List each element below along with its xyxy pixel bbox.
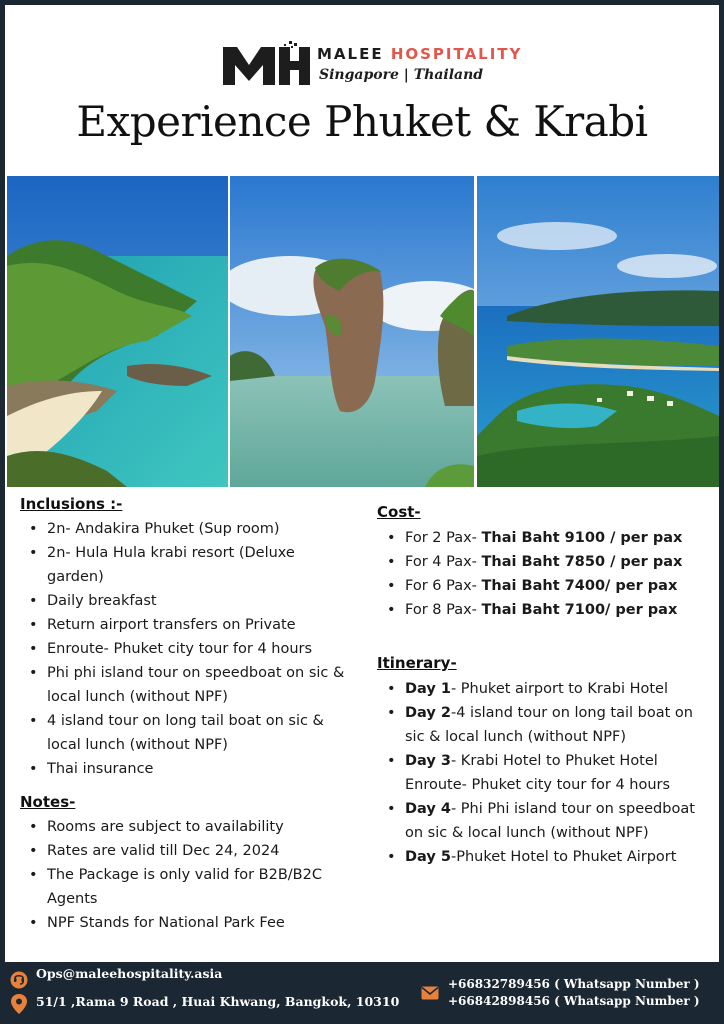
mh-logo-icon — [221, 41, 313, 85]
notes-list — [21, 815, 351, 935]
location-pin-icon — [10, 993, 28, 1015]
list-item: • Day 4- Phi Phi island tour on speedboat on sic & local lunch (without NPF) — [379, 797, 709, 845]
list-item: • Enroute- Phuket city tour for 4 hours — [21, 637, 351, 661]
inclusions-list — [21, 517, 351, 781]
brand-logo — [221, 35, 523, 87]
itinerary-heading: Itinerary- — [377, 654, 457, 672]
list-item: • For 8 Pax- Thai Baht 7100/ per pax — [379, 598, 719, 622]
cost-heading: Cost- — [377, 503, 421, 521]
cost-list — [379, 526, 719, 622]
photo-beach-cove — [7, 176, 228, 487]
brand-tagline: Singapore | Thailand — [319, 67, 484, 83]
photo-coastal-bay — [477, 176, 719, 487]
footer-phone-2[interactable]: +66842898456 ( Whatsapp Number ) — [448, 994, 700, 1008]
list-item: • Thai insurance — [21, 757, 351, 781]
list-item: • Rates are valid till Dec 24, 2024 — [21, 839, 351, 863]
footer-phone-1[interactable]: +66832789456 ( Whatsapp Number ) — [448, 977, 700, 991]
list-item: • 2n- Andakira Phuket (Sup room) — [21, 517, 351, 541]
list-item: • The Package is only valid for B2B/B2C Agents — [21, 863, 351, 911]
notes-heading: Notes- — [20, 793, 76, 811]
list-item: • Return airport transfers on Private — [21, 613, 351, 637]
list-item: • For 4 Pax- Thai Baht 7850 / per pax — [379, 550, 719, 574]
list-item: • Day 3- Krabi Hotel to Phuket Hotel Enroute- Phuket city tour for 4 hours — [379, 749, 709, 797]
list-item: • For 2 Pax- Thai Baht 9100 / per pax — [379, 526, 719, 550]
list-item: • NPF Stands for National Park Fee — [21, 911, 351, 935]
itinerary-list — [379, 677, 709, 869]
support-icon — [10, 971, 28, 989]
footer-address: 51/1 ,Rama 9 Road , Huai Khwang, Bangkok, 10310 — [36, 994, 400, 1009]
footer-email[interactable]: Ops@maleehospitality.asia — [36, 966, 223, 981]
list-item: • 4 island tour on long tail boat on sic & local lunch (without NPF) — [21, 709, 351, 757]
mail-icon — [421, 986, 439, 1000]
list-item: • Rooms are subject to availability — [21, 815, 351, 839]
brand-name: MALEE HOSPITALITY — [317, 45, 523, 63]
list-item: • Day 2-4 island tour on long tail boat on sic & local lunch (without NPF) — [379, 701, 709, 749]
list-item: • Day 1- Phuket airport to Krabi Hotel — [379, 677, 709, 701]
list-item: • 2n- Hula Hula krabi resort (Deluxe garden) — [21, 541, 351, 589]
inclusions-heading: Inclusions :- — [20, 495, 123, 513]
list-item: • For 6 Pax- Thai Baht 7400/ per pax — [379, 574, 719, 598]
page-title: Experience Phuket & Krabi — [76, 97, 648, 146]
flyer-sheet — [5, 5, 719, 962]
photo-limestone-rock — [230, 176, 474, 487]
list-item: • Daily breakfast — [21, 589, 351, 613]
list-item: • Phi phi island tour on speedboat on sic & local lunch (without NPF) — [21, 661, 351, 709]
list-item: • Day 5-Phuket Hotel to Phuket Airport — [379, 845, 709, 869]
